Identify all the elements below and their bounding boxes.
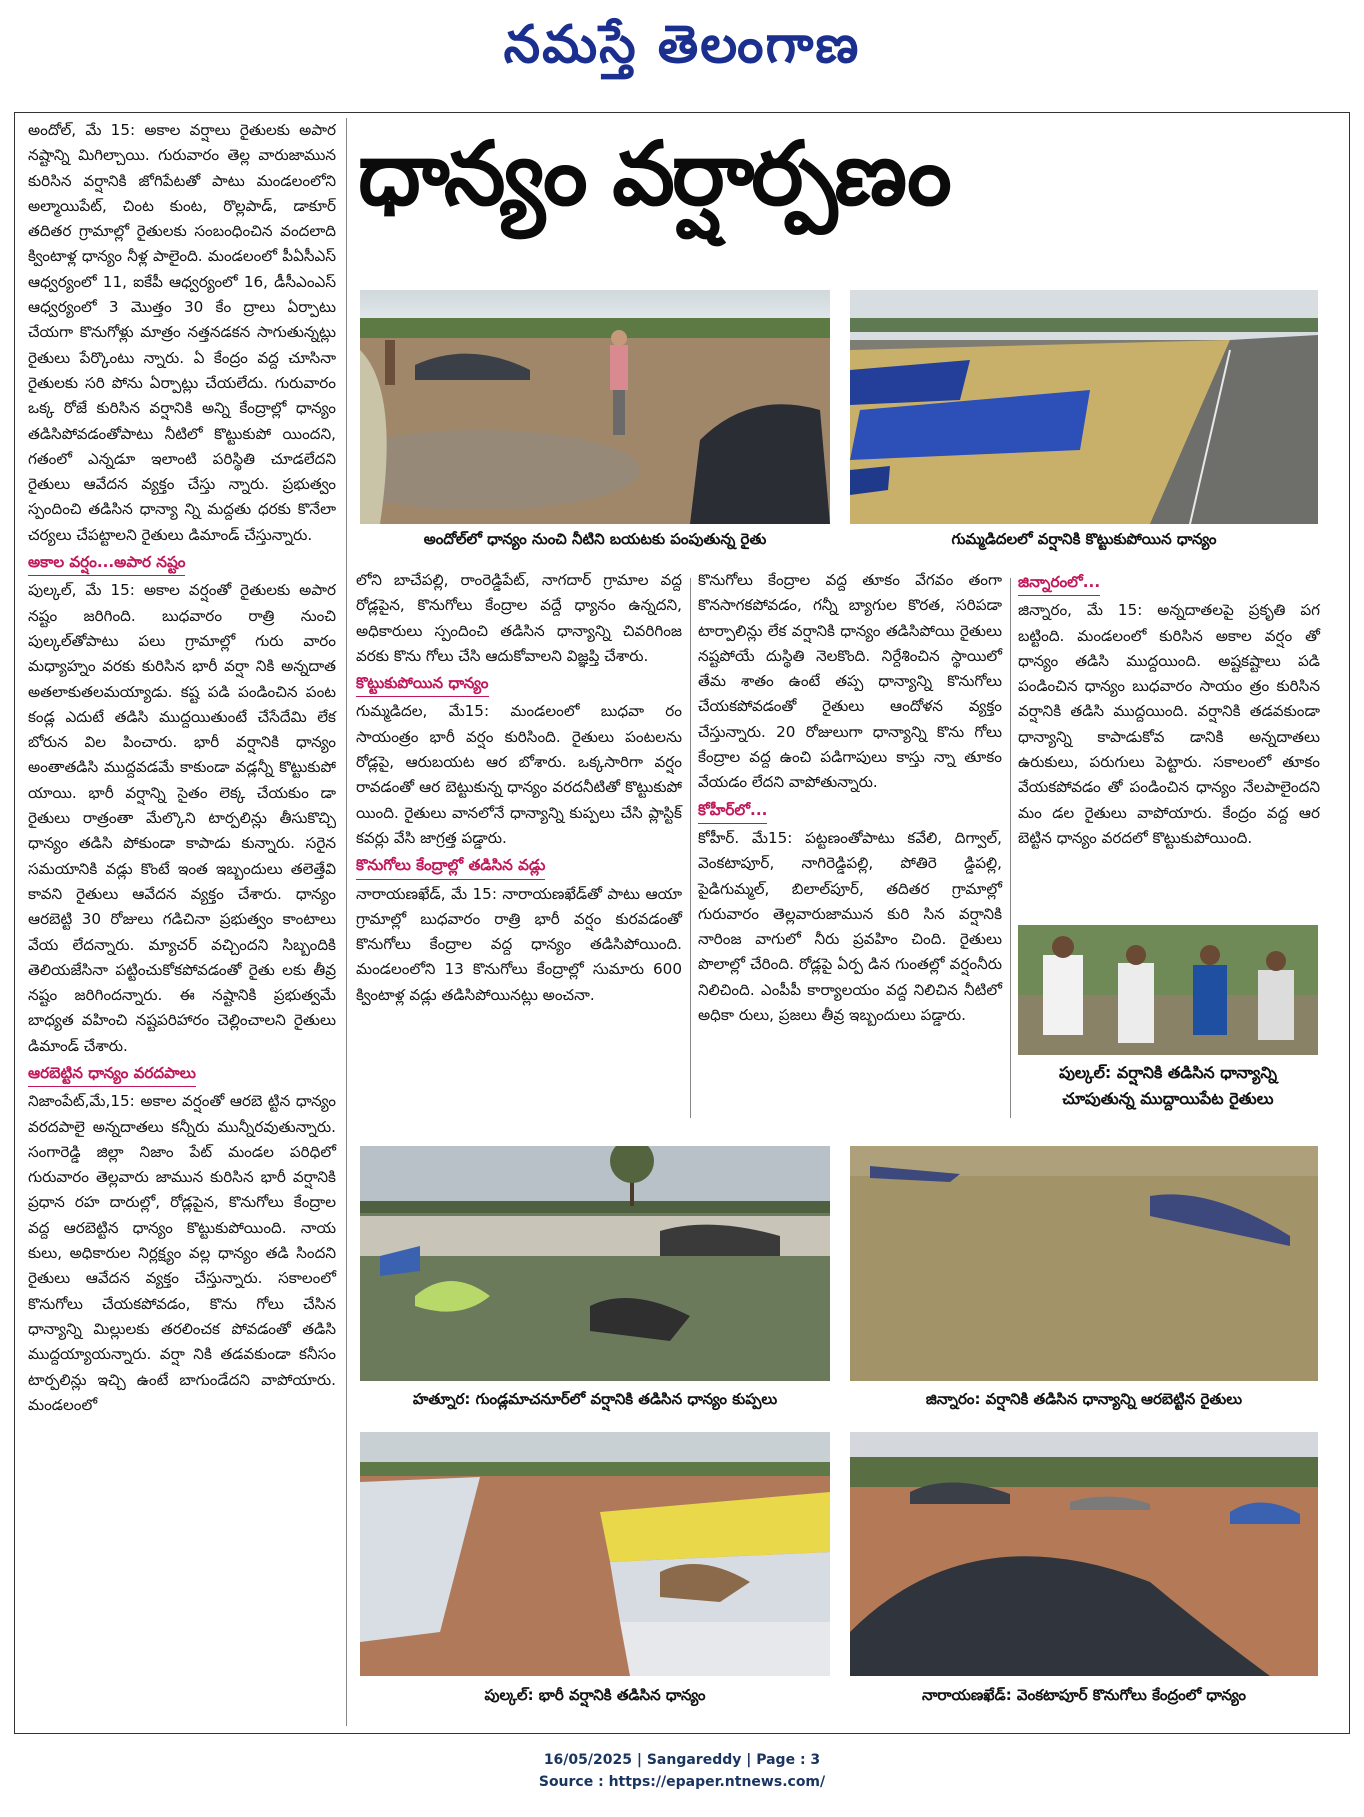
photo-wet-grain-tarps [360, 1432, 830, 1676]
photo-caption: నారాయణఖేడ్: వెంకటాపూర్ కొనుగోలు కేంద్రంలో ధాన్యం [921, 1686, 1247, 1704]
article-paragraph: జిన్నారం, మే 15: అన్నదాతలపై ప్రకృతి పగ బట్టింది. మండలంలో కురిసిన అకాల వర్షం తో ధాన్యం తడిసి ముద్దయింది. అష్టకష్టాలు పడి పండించిన ధాన్యం బుధవారం సాయం త్రం కురిసిన వర్షానికి తడిసి ముద్దయింది. వర్షానికి తడవకుండా ధాన్యాన్ని కాపాడుకోవ డానికి అన్నదాతలు ఉరుకులు, పరుగులు పెట్టారు. సకాలంలో తూకం వేయకపోవడం తో పండించిన ధాన్యం నేలపాలైందని మం డల రైతులు వాపోయారు. కేంద్రం వద్ద ఆర బెట్టిన ధాన్యం వరదలో కొట్టుకుపోయింది. [1018, 601, 1320, 847]
article-column-2 [356, 568, 682, 1008]
article-column-4 [1018, 568, 1320, 851]
article-paragraph: కోహీర్. మే15: పట్టణంతోపాటు కవేలి, దిగ్వాల్, వెంకటాపూర్, నాగిరెడ్డిపల్లి, పోతిరె డ్డిపల్లి, పైడిగుమ్మల్, బిలాల్‌పూర్, తదితర గ్రామాల్లో గురువారం తెల్లవారుజామున కురి సిన వర్షానికి నారింజ వాగులో నీరు ప్రవహిం చింది. రైతులు పొలాల్లో చేరింది. రోడ్లపై ఏర్ప డిన గుంతల్లో వర్షంనీరు నిలిచింది. ఎంపీపీ కార్యాలయం వద్ద నిలిచిన నీటిలో అధికా రులు, ప్రజలు తీవ్ర ఇబ్బందులు పడ్డారు. [698, 828, 1002, 1025]
article-column-1 [28, 118, 336, 1418]
article-paragraph: లోని బాచేపల్లి, రాంరెడ్డిపేట్, నాగదార్ గ్రామాల వద్ద రోడ్లపైన, కొనుగోలు కేంద్రాల వద్దే ధ్యానం ఉన్నదని, అధికారులు స్పందించి తడిసిన ధాన్యాన్ని చివరిగింజ వరకు కొను గోలు చేసి ఆదుకోవాలని విజ్ఞప్తి చేశారు. [356, 571, 682, 665]
subheading: అకాల వర్షం...అపార నష్టం [28, 550, 185, 576]
subheading: జిన్నారంలో... [1018, 570, 1100, 596]
subheading: కొనుగోలు కేంద్రాల్లో తడిసిన వడ్లు [356, 853, 545, 879]
photo-caption: జిన్నారం: వర్షానికి తడిసిన ధాన్యాన్ని ఆరబెట్టిన రైతులు [925, 1390, 1243, 1408]
photo-farmers-showing-grain [1018, 925, 1318, 1055]
headline: ధాన్యం వర్షార్పణం [358, 122, 949, 225]
article-paragraph: కొనుగోలు కేంద్రాల వద్ద తూకం వేగవం తంగా కొనసాగకపోవడం, గన్నీ బ్యాగుల కొరత, సరిపడా టార్పాలిన్లు లేక వర్షానికి ధాన్యం తడిసిపోయి రైతులు నష్టపోయే దుస్థితి నెలకొంది. నిర్దేశించిన స్థాయిలో తేమ శాతం ఉంటే తప్ప ధాన్యాన్ని కొనుగోలు చేయకపోవడంతో రైతులు ఆందోళన వ్యక్తం చేస్తున్నారు. 20 రోజులుగా ధాన్యాన్ని కొను గోలు కేంద్రాల వద్ద ఉంచి పడిగాపులు కాస్తు న్నా తూకం వేయడం లేదని వాపోతున్నారు. [698, 571, 1002, 792]
photo-grain-on-road [850, 290, 1318, 524]
masthead-logo: నమస్తే తెలంగాణ [503, 14, 861, 75]
subheading: కోహీర్‌లో... [698, 798, 767, 824]
article-paragraph: నారాయణఖేడ్, మే 15: నారాయణఖేడ్‌తో పాటు ఆయా గ్రామాల్లో బుధవారం రాత్రి భారీ వర్షం కురవడంతో కొనుగోలు కేంద్రాల వద్ద ధాన్యం తడిసిపోయింది. మండలంలోని 13 కొనుగోలు కేంద్రాల్లో సుమారు 600 క్వింటాళ్ల వడ్లు తడిసిపోయినట్లు అంచనా. [356, 884, 682, 1004]
photo-caption: హత్నూర: గుండ్లమాచనూర్‌లో వర్షానికి తడిసిన ధాన్యం కుప్పలు [412, 1390, 778, 1408]
photo-covered-grain-heaps [850, 1432, 1318, 1676]
caption-line: పుల్కల్: వర్షానికి తడిసిన ధాన్యాన్ని [1058, 1063, 1278, 1082]
photo-caption: అందోల్‌లో ధాన్యం నుంచి నీటిని బయటకు పంపుతున్న రైతు [423, 530, 767, 548]
column-divider [346, 118, 347, 1726]
column-divider [1010, 578, 1011, 1118]
photo-caption: పుల్కల్: భారీ వర్షానికి తడిసిన ధాన్యం [484, 1686, 706, 1704]
footer-date-edition: 16/05/2025 | Sangareddy | Page : 3 [543, 1752, 821, 1768]
article-paragraph: అందోల్, మే 15: అకాల వర్షాలు రైతులకు అపార నష్టాన్ని మిగిల్చాయి. గురువారం తెల్ల వారుజామున కురిసిన వర్షానికి జోగిపేటతో పాటు మండలంలోని అల్మాయిపేట్, చింట కుంట, రొల్లపాడ్, డాకూర్ తదితర గ్రామాల్లో రైతులకు సంబంధించిన వందలాది క్వింటాళ్ల ధాన్యం నీళ్ల పాలైంది. మండలంలో పీఏసీఎస్ ఆధ్వర్యంలో 11, ఐకేపీ ఆధ్వర్యంలో 16, డీసీఎంఎస్ ఆధ్వర్యంలో 3 మొత్తం 30 కేం ద్రాలు ఏర్పాటు చేయగా కొనుగోళ్లు మాత్రం నత్తనడకన సాగుతున్నట్లు రైతులు పేర్కొంటు న్నారు. ఏ కేంద్రం వద్ద చూసినా రైతులకు సరి పోను ఏర్పాట్లు చేయలేదు. గురువారం ఒక్క రోజే కురిసిన వర్షానికి అన్ని కేంద్రాల్లో ధాన్యం తడిసిపోవడంతోపాటు నీటిలో కొట్టుకుపో యిందని, గతంలో ఎన్నడూ ఇలాంటి పరిస్థితి చూడలేదని రైతులు ఆవేదన వ్యక్తం చేస్తు న్నారు. ప్రభుత్వం స్పందించి తడిసిన ధాన్యా న్ని మద్దతు ధరకు కొనేలా చర్యలు చేపట్టాలని రైతులు డిమాండ్ చేస్తున్నారు. [28, 121, 336, 544]
article-column-3 [698, 568, 1002, 1028]
photo-wet-grain-heaps [360, 1146, 830, 1381]
column-divider [690, 578, 691, 1118]
article-paragraph: పుల్కల్, మే 15: అకాల వర్షంతో రైతులకు అపార నష్టం జరిగింది. బుధవారం రాత్రి నుంచి పుల్కల్‌తోపాటు పలు గ్రామాల్లో గురు వారం మధ్యాహ్నం వరకు కురిసిన భారీ వర్షా నికి అన్నదాత అతలాకుతలమయ్యాడు. కష్ట పడి పండించిన పంట కండ్ల ఎదుటే తడిసి ముద్దయితుంటే చేసేదేమి లేక బోరున విల పించారు. భారీ వర్షానికి ధాన్యం అంతాతడిసి ముద్దవడమే కాకుండా వడ్లన్నీ కొట్టుకుపో యాయి. భారీ వర్షాన్ని సైతం లెక్క చేయకుం డా రైతులు రాత్రంతా మేల్కొని టార్పలిన్లు తీసుకొచ్చి ధాన్యం తడిసి పోకుండా కాపాడు కున్నారు. సరైన సమయానికి వడ్లు కొంటే ఇంత ఇబ్బందులు తలెత్తేవి కావని రైతులు ఆవేదన వ్యక్తం చేశారు. ధాన్యం ఆరబెట్టి 30 రోజులు గడిచినా ప్రభుత్వం కాంటాలు వేయ లేదన్నారు. మ్యాచర్ వచ్చిందని సిబ్బందికి తెలియజేసినా పట్టించుకోకపోవడంతో రైతు లకు తీవ్ర నష్టం జరిగిందన్నారు. ఈ నష్టానికి ప్రభుత్వమే బాధ్యత వహించి నష్టపరిహారం చెల్లించాలని రైతులు డిమాండ్ చేశారు. [28, 581, 336, 1055]
footer-source[interactable]: Source : https://epaper.ntnews.com/ [538, 1774, 826, 1790]
photo-farmer-pushing-water [360, 290, 830, 524]
subheading: ఆరబెట్టిన ధాన్యం వరదపాలు [28, 1061, 196, 1087]
photo-caption-farmers [1010, 1060, 1326, 1112]
photo-drying-grain [850, 1146, 1318, 1381]
caption-line: చూపుతున్న ముద్దాయిపేట రైతులు [1062, 1089, 1274, 1108]
article-paragraph: గుమ్మడిదల, మే15: మండలంలో బుధవా రం సాయంత్రం భారీ వర్షం కురిసింది. రైతులు పంటలను రోడ్లపై, ఆరుబయట ఆర బోశారు. ఒక్కసారిగా వర్షం రావడంతో ఆర బెట్టుకున్న ధాన్యం వరదనీటితో కొట్టుకుపో యింది. రైతులు వానలోనే ధాన్యాన్ని కుప్పలు చేసి ప్లాస్టిక్ కవర్లు వేసి జాగ్రత్త పడ్డారు. [356, 702, 682, 847]
article-paragraph: నిజాంపేట్,మే,15: అకాల వర్షంతో ఆరబె ట్టిన ధాన్యం వరదపాలై అన్నదాతలు కన్నీరు మున్నీరవుతున్నారు. సంగారెడ్డి జిల్లా నిజాం పేట్ మండల పరిధిలో గురువారం తెల్లవారు జామున కురిసిన భారీ వర్షానికి ప్రధాన రహ దారుల్లో, రోడ్లపైన, కొనుగోలు కేంద్రాల వద్ద ఆరబెట్టిన ధాన్యం కొట్టుకుపోయింది. నాయ కులు, అధికారుల నిర్లక్ష్యం వల్ల ధాన్యం తడి సిందని రైతులు ఆవేదన వ్యక్తం చేస్తున్నారు. సకాలంలో కొనుగోలు చేయకపోవడం, కొను గోలు చేసిన ధాన్యాన్ని మిల్లులకు తరలించక పోవడంతో తడిసి ముద్దయ్యాయన్నారు. వర్షా నికి తడవకుండా కనీసం టార్పలిన్లు ఇచ్చి ఉంటే బాగుండేదని వాపోయారు. మండలంలో [28, 1092, 336, 1414]
photo-caption: గుమ్మడిదలలో వర్షానికి కొట్టుకుపోయిన ధాన్యం [951, 530, 1217, 548]
subheading: కొట్టుకుపోయిన ధాన్యం [356, 671, 489, 697]
